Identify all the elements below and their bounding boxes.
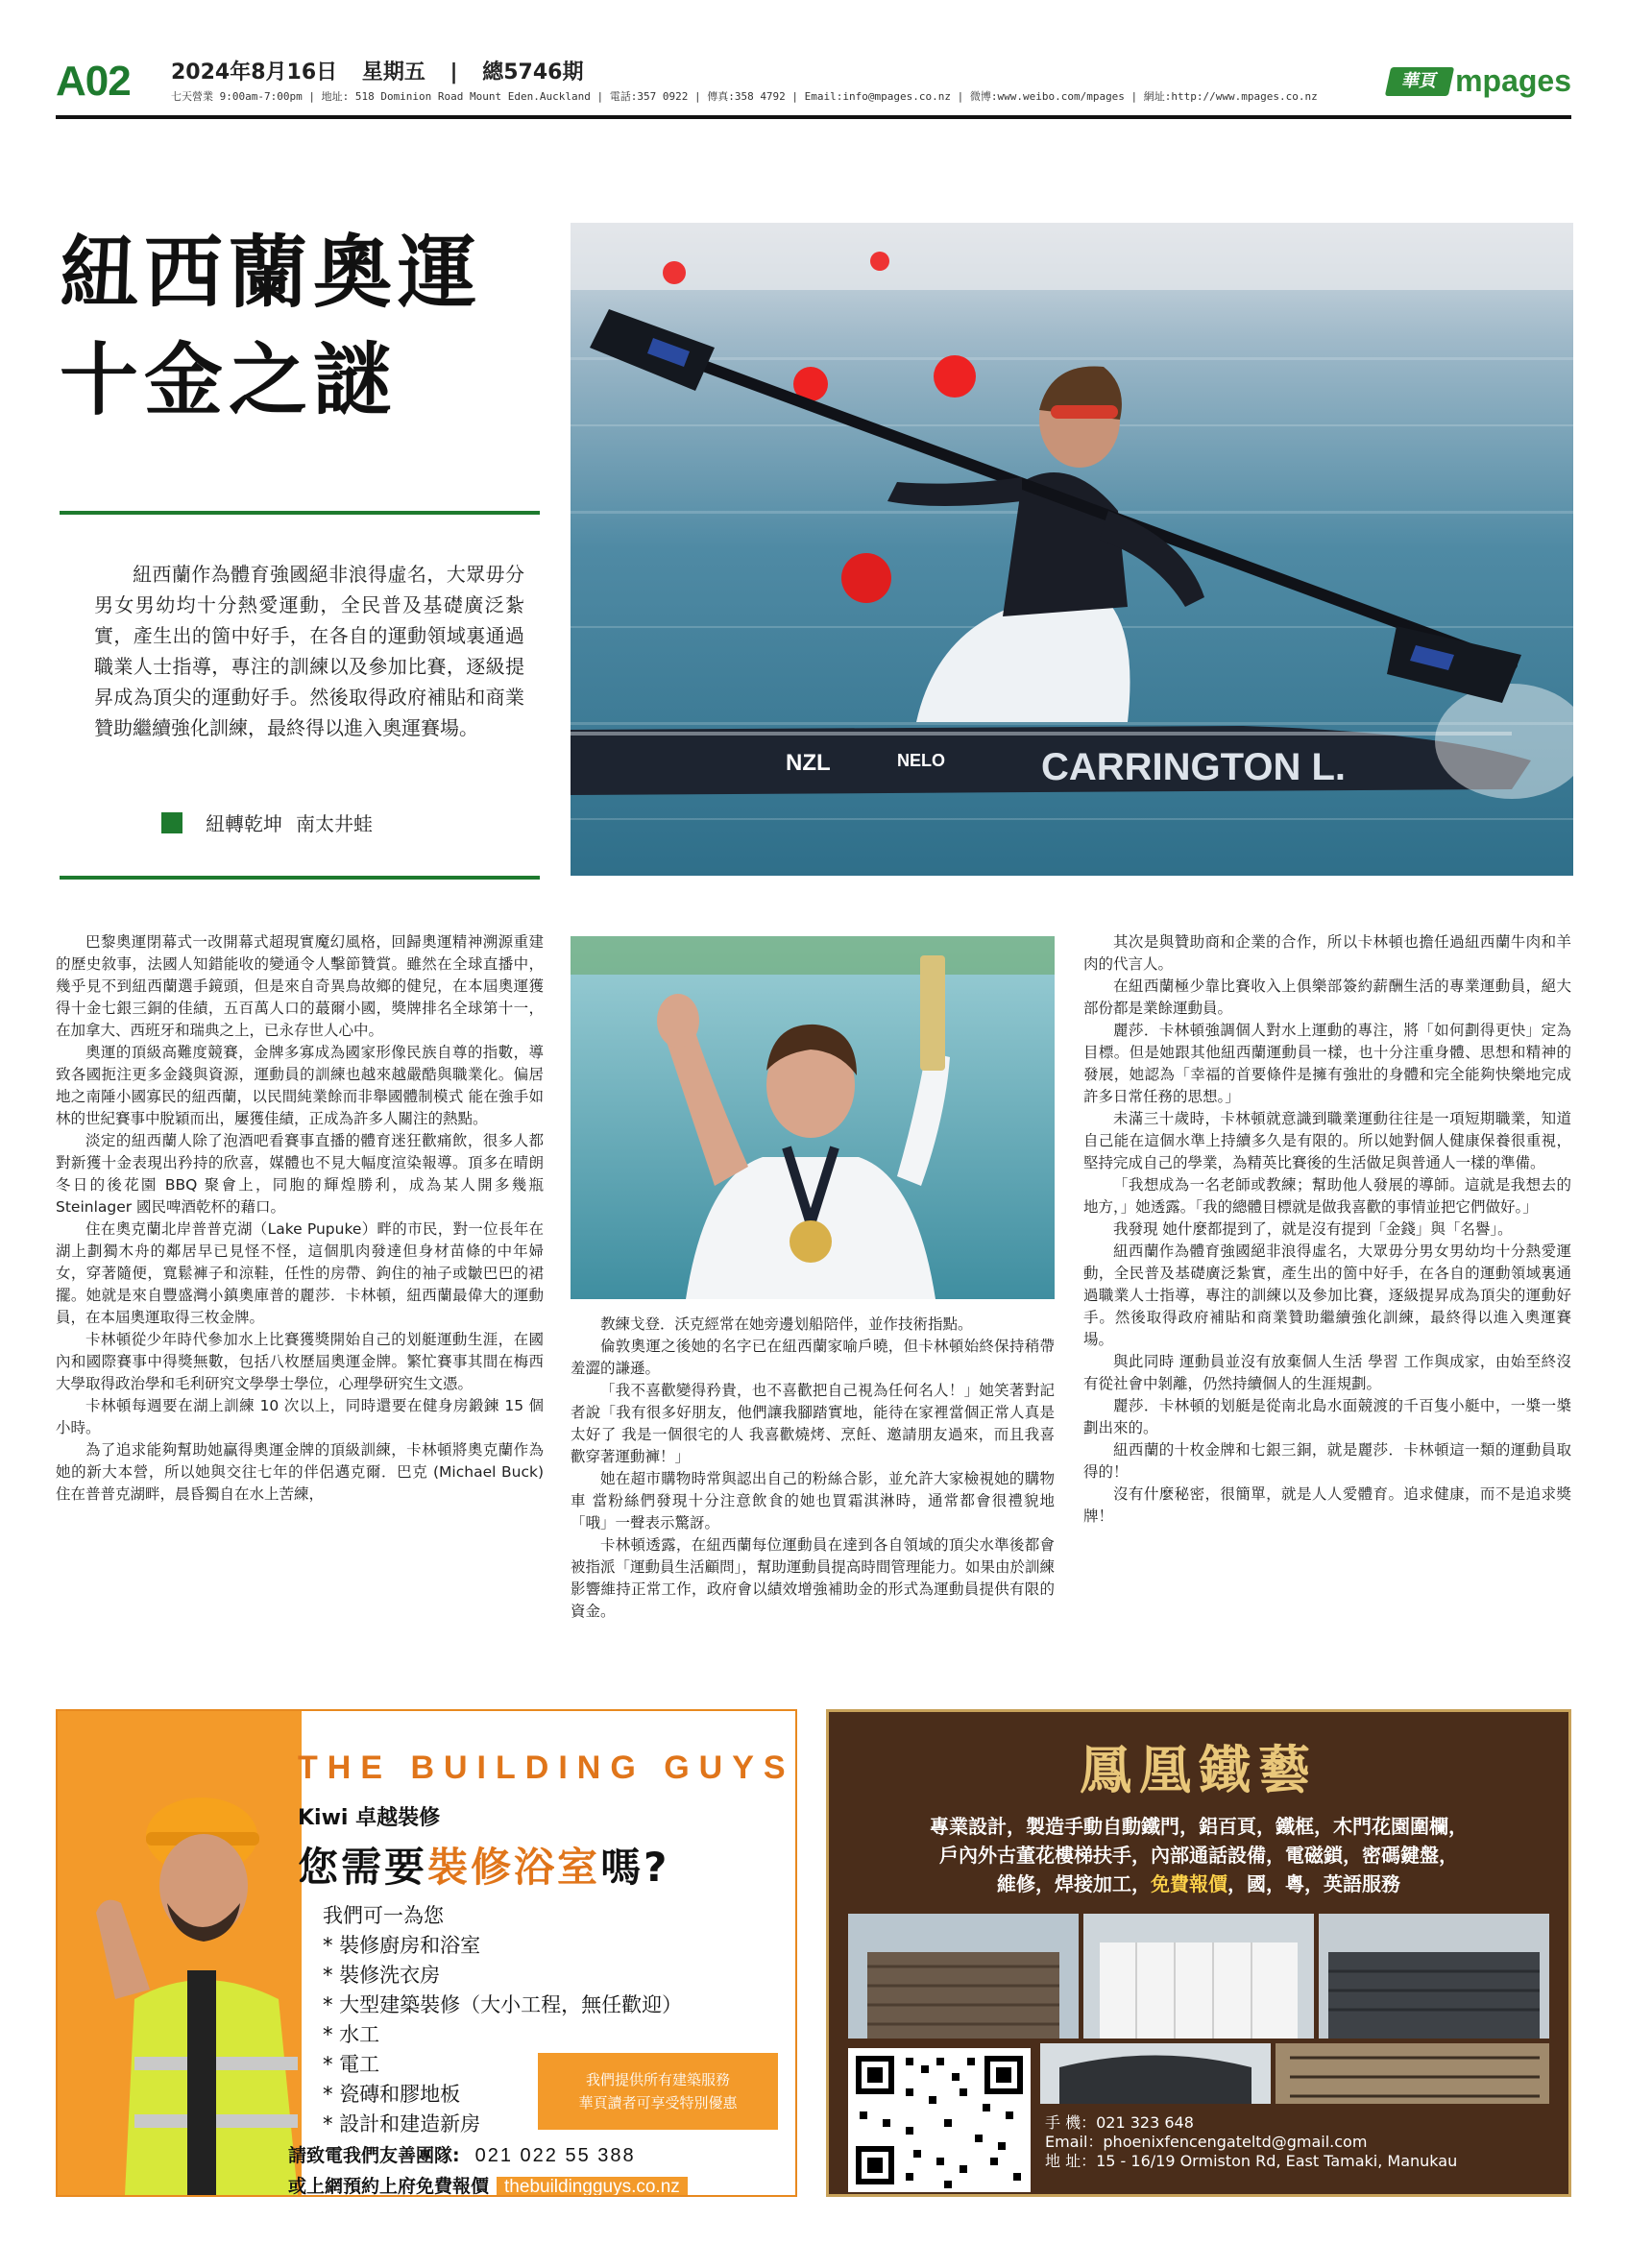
paragraph: 教練戈登．沃克經常在她旁邊划船陪伴，並作技術指點。 <box>600 1315 973 1333</box>
separator: | <box>450 60 458 84</box>
headline-rule <box>60 511 540 515</box>
service-item: * 瓷磚和膠地板 <box>323 2083 461 2106</box>
builder-photo <box>58 1711 302 2195</box>
phone-number[interactable]: 021 022 55 388 <box>474 2145 636 2166</box>
contact-block <box>1045 2113 1457 2171</box>
article-lede: 紐西蘭作為體育強國絕非浪得虛名，大眾毋分男女男幼均十分熱愛運動，全民普及基礎廣泛紮實，產生出的箇中好手，在各自的運動領域裏通過職業人士指導，專注的訓練以及參加比賽，逐級提昇成為頂尖的運動好手。然後取得政府補貼和商業贊助繼續強化訓練，最終得以進入奧運賽場。 <box>94 563 524 739</box>
kayak-name-text: CARRINGTON L. <box>1041 746 1347 788</box>
issue-weekday: 星期五 <box>361 60 425 84</box>
desc-line-3 <box>848 1870 1549 1898</box>
special-offer-box <box>538 2053 778 2130</box>
services-intro: 我們可一為您 <box>323 1904 444 1927</box>
kayak-nation-text: NZL <box>786 750 831 776</box>
question-suffix: 嗎? <box>600 1844 670 1891</box>
website-link[interactable]: thebuildingguys.co.nz <box>497 2177 688 2197</box>
phone-label: 請致電我們友善團隊: <box>288 2145 460 2166</box>
phoenix-fence-ad[interactable] <box>826 1709 1571 2197</box>
ad-headline-question <box>298 1836 669 1894</box>
paragraph: 紐西蘭作為體育強國絕非浪得虛名，大眾毋分男女男幼均十分熱愛運動，全民普及基礎廣泛紮實，產生出的箇中好手，在各自的運動領域裏通過職業人士指導，專注的訓練以及參加比賽，逐級提昇成為頂尖的運動好手。然後取得政府補貼和商業贊助繼續強化訓練，最終得以進入奧運賽場。 <box>1083 1243 1571 1348</box>
paragraph: 卡林頓每週要在湖上訓練 10 次以上，同時還要在健身房鍛鍊 15 個小時。 <box>56 1397 544 1436</box>
ad-brand-subtitle: Kiwi 卓越裝修 <box>298 1806 441 1830</box>
article-column-3 <box>1083 931 1571 1528</box>
paragraph: 紐西蘭的十枚金牌和七銀三銅，就是麗莎．卡林頓這一類的運動員取得的！ <box>1083 1441 1571 1481</box>
paragraph: 我發現 她什麼都提到了，就是沒有提到「金錢」與「名譽」。 <box>1113 1220 1513 1238</box>
contact-info-line: 七天營業 9:00am-7:00pm | 地址: 518 Dominion Road Mount Eden.Auckland | 電話:357 0922 | 傳真:358 4792 | Email:info@mpages.co.nz | 微博:www.weibo.com/mpages | 網址:http://www.mpages.co.nz <box>171 90 1318 103</box>
masthead-divider <box>56 115 1571 119</box>
issue-date: 2024年8月16日 <box>171 60 338 84</box>
lede-rule <box>60 876 540 880</box>
question-prefix: 您需要 <box>298 1844 428 1891</box>
web-label-bold: 免費報價 <box>416 2176 490 2197</box>
paragraph: 卡林頓從少年時代參加水上比賽獲獎開始自己的划艇運動生涯，在國內和國際賽事中得獎無數，包括八枚歷屆奧運金牌。繁忙賽事其間在梅西大學取得政治學和毛利研究文學學士學位，心理學研究生文憑。 <box>56 1331 544 1392</box>
headline-line-1: 紐西蘭奧運 <box>60 227 483 319</box>
phone-line <box>288 2141 636 2167</box>
byline-author: 南太井蛙 <box>296 812 373 835</box>
paragraph: 她在超市購物時常與認出自己的粉絲合影，並允許大家檢視她的購物車 當粉絲們發現十分注意飲食的她也買霜淇淋時，通常都會很禮貌地「哦」一聲表示驚訝。 <box>571 1470 1055 1532</box>
desc-line-2: 戶內外古董花樓梯扶手，內部通話設備，電磁鎖，密碼鍵盤， <box>939 1844 1458 1867</box>
byline-column: 紐轉乾坤 <box>206 812 282 835</box>
paragraph: 卡林頓透露，在紐西蘭每位運動員在達到各自領域的頂尖水準後都會被指派「運動員生活顧問」，幫助運動員提高時間管理能力。如果由於訓練影響維持正常工作，政府會以績效增強補助金的形式為運動員提供有限的資金。 <box>571 1536 1055 1620</box>
web-line <box>288 2172 688 2197</box>
ad-brand-title: 鳳凰鐵藝 <box>1080 1739 1318 1800</box>
service-item: * 水工 <box>323 2023 380 2046</box>
email-line[interactable]: Email：phoenixfencengateltd@gmail.com <box>1045 2133 1368 2151</box>
medal-photo <box>571 936 1055 1299</box>
offer-line-1: 我們提供所有建築服務 <box>585 2071 730 2088</box>
free-quote-highlight: 免費報價 <box>1151 1872 1227 1895</box>
offer-line-2: 華頁讀者可享受特別優惠 <box>578 2094 738 2111</box>
service-item: * 大型建築裝修（大小工程，無任歡迎） <box>323 1993 683 2016</box>
paragraph: 與此同時 運動員並沒有放棄個人生活 學習 工作與成家，由始至終沒有從社會中剝離，仍然持續個人的生涯規劃。 <box>1083 1353 1571 1392</box>
web-label: 或上網預約上府 <box>288 2176 417 2197</box>
address-line: 地 址：15 - 16/19 Ormiston Rd, East Tamaki, Manukau <box>1045 2152 1458 2170</box>
ad-description <box>848 1812 1549 1898</box>
paragraph: 「我想成為一名老師或教練；幫助他人發展的導師。這就是我想去的地方，」她透露。「我的總體目標就是做我喜歡的事情並把它們做好。」 <box>1083 1176 1571 1216</box>
article-column-2 <box>571 1314 1055 1623</box>
logo-text: mpages <box>1455 63 1571 98</box>
service-item: * 設計和建造新房 <box>323 2112 481 2135</box>
paragraph: 「我不喜歡變得矜貴，也不喜歡把自己視為任何名人！」她笑著對記者說「我有很多好朋友，他們讓我腳踏實地，能待在家裡當個正常人真是太好了 我是一個很宅的人 我喜歡燒烤、烹飪、邀請朋友過來，而且我喜歡穿著運動褲！」 <box>571 1382 1055 1465</box>
building-guys-ad[interactable] <box>56 1709 797 2197</box>
paragraph: 在紐西蘭極少靠比賽收入上俱樂部簽約薪酬生活的專業運動員，絕大部份都是業餘運動員。 <box>1083 977 1571 1017</box>
byline <box>161 808 373 836</box>
paragraph: 麗莎．卡林頓的划艇是從南北島水面競渡的千百隻小艇中，一槳一槳劃出來的。 <box>1083 1397 1571 1436</box>
paragraph: 巴黎奧運閉幕式一改開幕式超現實魔幻風格，回歸奧運精神溯源重建的歷史敘事，法國人知錯能收的變通令人擊節贊賞。雖然在全球直播中，幾乎見不到紐西蘭選手鏡頭，但是來自奇異鳥故鄉的健兒，在本屆奧運獲得十金七銀三銅的佳績，五百萬人口的蕞爾小國，獎牌排名全球第十一，在加拿大、西班牙和瑞典之上，已永存世人心中。 <box>56 933 544 1039</box>
article-column-1 <box>56 931 544 1506</box>
paragraph: 未滿三十歲時，卡林頓就意識到職業運動往往是一項短期職業，知道自己能在這個水準上持續多久是有限的。所以她對個人健康保養很重視，堅持完成自己的學業，為精英比賽後的生活做足與普通人一樣的準備。 <box>1083 1110 1571 1171</box>
kayak-brand-text: NELO <box>897 751 946 770</box>
qr-code-icon <box>848 2048 1031 2192</box>
paragraph: 倫敦奧運之後她的名字已在紐西蘭家喻戶曉，但卡林頓始終保持稍帶羞澀的謙遜。 <box>571 1338 1055 1377</box>
kayak-photo <box>571 223 1573 876</box>
paragraph: 為了追求能夠幫助她贏得奧運金牌的頂級訓練，卡林頓將奧克蘭作為她的新大本營，所以她與交往七年的伴侶邁克爾．巴克 (Michael Buck) 住在普普克湖畔，晨昏獨自在水上苦練， <box>56 1441 544 1503</box>
masthead <box>56 50 1571 119</box>
ad-side-panel <box>58 1711 302 2195</box>
service-item: * 裝修廚房和浴室 <box>323 1934 481 1957</box>
qr-code[interactable] <box>848 2048 1031 2192</box>
mpages-logo[interactable] <box>1388 63 1571 99</box>
paragraph: 淡定的紐西蘭人除了泡酒吧看賽事直播的體育迷狂歡痛飲，很多人都對新獲十金表現出矜持的欣喜，媒體也不見大幅度渲染報導。頂多在晴朗冬日的後花園 BBQ 聚會上，同胞的輝煌勝利，成為某人開多幾瓶 Steinlager 國民啤酒乾杯的藉口。 <box>56 1132 544 1216</box>
question-highlight: 裝修浴室 <box>427 1844 601 1891</box>
paragraph: 奧運的頂級高難度競賽，金牌多寡成為國家形像民族自尊的指數，導致各國扼注更多金錢與資源，運動員的訓練也越來越嚴酷與職業化。偏居地之南陲小國寡民的紐西蘭，以民間純業餘而非舉國體制模式 能在強手如林的世紀賽事中脫穎而出，屢獲佳績，正成為許多人關注的熱點。 <box>56 1044 544 1127</box>
paragraph: 沒有什麼秘密，很簡單，就是人人愛體育。追求健康，而不是追求獎牌！ <box>1083 1485 1571 1525</box>
desc-line-3-pre: 維修，焊接加工， <box>997 1872 1151 1895</box>
kayak-photo-graphic <box>571 223 1573 876</box>
desc-line-3-post: ，國，粵，英語服務 <box>1227 1872 1400 1895</box>
date-line <box>171 56 600 85</box>
paragraph: 麗莎．卡林頓強調個人對水上運動的專注，將「如何劃得更快」定為目標。但是她跟其他紐西蘭運動員一樣，也十分注重身體、思想和精神的發展，她認為「幸福的首要條件是擁有強壯的身體和完全能夠快樂地完成許多日常任務的思想。」 <box>1083 1022 1571 1105</box>
byline-square-icon <box>161 812 182 833</box>
paragraph: 其次是與贊助商和企業的合作，所以卡林頓也擔任過紐西蘭牛肉和羊肉的代言人。 <box>1083 933 1571 973</box>
ad-brand-title: THE BUILDING GUYS <box>298 1749 795 1786</box>
article-headline <box>60 219 549 434</box>
paragraph: 住在奧克蘭北岸普普克湖（Lake Pupuke）畔的市民，對一位長年在湖上劃獨木舟的鄰居早已見怪不怪，這個肌肉發達但身材苗條的中年婦女，穿著隨便，寬鬆褲子和涼鞋，任性的房帶、鉤住的袖子或皺巴巴的裙擺。她就是來自豐盛灣小鎮奧庫普的麗莎．卡林頓，紐西蘭最偉大的運動員，在本屆奧運取得三枚金牌。 <box>56 1220 544 1326</box>
page-number: A02 <box>56 58 131 105</box>
service-item: * 電工 <box>323 2053 380 2076</box>
medal-photo-graphic <box>571 936 1055 1299</box>
logo-mark: 華頁 <box>1385 67 1454 96</box>
desc-line-1: 專業設計，製造手動自動鐵門，鋁百頁，鐵框，木門花園圍欄， <box>930 1815 1468 1838</box>
mobile-line[interactable]: 手 機：021 323 648 <box>1045 2113 1194 2132</box>
headline-line-2: 十金之謎 <box>60 334 399 426</box>
issue-number: 總5746期 <box>482 60 584 84</box>
service-item: * 裝修洗衣房 <box>323 1964 441 1987</box>
